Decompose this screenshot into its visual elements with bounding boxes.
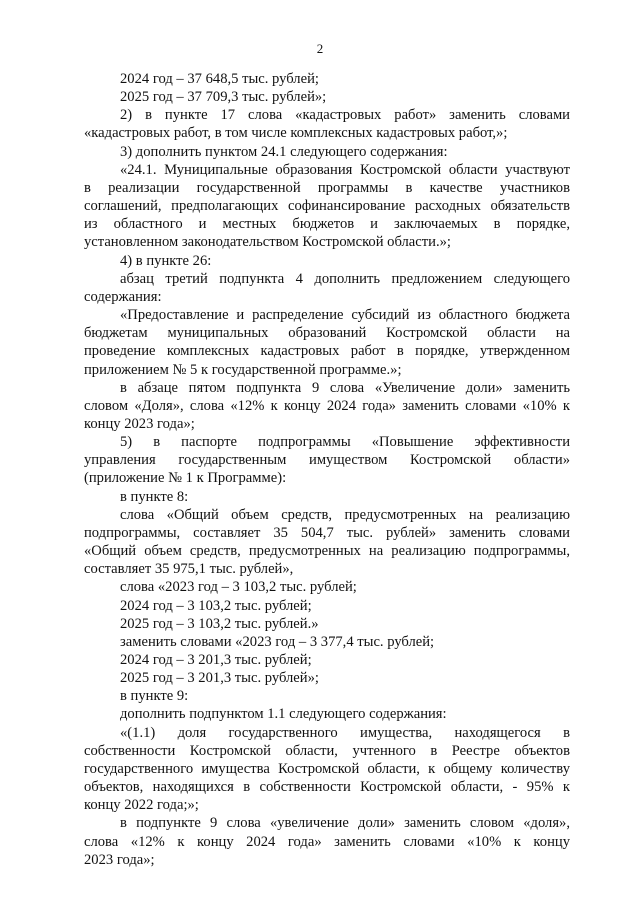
text-line: составляет 35 975,1 тыс. рублей», [84, 561, 294, 578]
text-line: 2024 год – 3 103,2 тыс. рублей; [120, 597, 312, 614]
text-line: «24.1. Муниципальные образования Костромской области участвуют [120, 161, 570, 178]
text-line: 2023 года»; [84, 851, 155, 868]
text-line: в пункте 8: [120, 488, 189, 505]
paragraph-line [84, 597, 570, 615]
text-line: «Предоставление и распределение субсидий из областного бюджета [120, 307, 570, 324]
text-line: концу 2022 года;»; [84, 797, 199, 814]
text-line: «Общий объем средств, предусмотренных на реализацию подпрограммы, [84, 543, 570, 560]
text-line: соглашений, предполагающих софинансирование расходных обязательств [84, 198, 570, 215]
text-line: 5) в паспорте подпрограммы «Повышение эффективности [120, 434, 570, 451]
paragraph-line [84, 633, 570, 651]
text-line: собственности Костромской области, учтенного в Реестре объектов [84, 742, 570, 759]
paragraph-line [84, 705, 570, 723]
paragraph-line [84, 70, 570, 88]
paragraph [84, 270, 570, 306]
text-line: в реализации государственной программы в качестве участников [84, 179, 570, 196]
text-line: слова «2023 год – 3 103,2 тыс. рублей; [120, 579, 357, 596]
text-line: 4) в пункте 26: [120, 252, 212, 269]
text-line: государственного имущества Костромской области, к общему количеству [84, 760, 570, 777]
text-line: содержания: [84, 288, 162, 305]
text-line: слова «12% к концу 2024 года» заменить словами «10% к концу [84, 833, 570, 850]
text-line: 2024 год – 3 201,3 тыс. рублей; [120, 652, 312, 668]
text-line: дополнить подпунктом 1.1 следующего содержания: [120, 706, 447, 723]
document-body [84, 70, 570, 869]
text-line: заменить словами «2023 год – 3 377,4 тыс. рублей; [120, 633, 435, 650]
text-line: 3) дополнить пунктом 24.1 следующего содержания: [120, 143, 448, 160]
text-line: в абзаце пятом подпункта 9 слова «Увеличение доли» заменить [120, 379, 570, 396]
text-line: «кадастровых работ, в том числе комплексных кадастровых работ,»; [84, 125, 508, 142]
paragraph [84, 161, 570, 252]
text-line: 2025 год – 37 709,3 тыс. рублей»; [120, 89, 327, 106]
text-line: в пункте 9: [120, 688, 189, 705]
paragraph-line [84, 687, 570, 705]
text-line: концу 2023 года»; [84, 415, 195, 432]
paragraph [84, 379, 570, 433]
paragraph [84, 433, 570, 487]
paragraph-line [84, 615, 570, 633]
text-line: бюджетам муниципальных образований Костромской области на [84, 325, 570, 342]
paragraph-line [84, 88, 570, 106]
text-line: 2) в пункте 17 слова «кадастровых работ» заменить словами [120, 107, 570, 124]
text-line: объектов, находящихся в собственности Костромской области, - 95% к [84, 779, 570, 796]
text-line: из областного и местных бюджетов и заключаемых в порядке, [84, 216, 570, 233]
text-line: слова «Общий объем средств, предусмотренных на реализацию [120, 506, 570, 523]
paragraph-line [84, 651, 570, 669]
text-line: 2024 год – 37 648,5 тыс. рублей; [120, 71, 319, 87]
text-line: абзац третий подпункта 4 дополнить предложением следующего [120, 270, 570, 287]
text-line: приложением № 5 к государственной программе.»; [84, 361, 402, 378]
text-line: проведение комплексных кадастровых работ в порядке, утвержденном [84, 343, 570, 360]
paragraph [84, 306, 570, 379]
text-line: 2025 год – 3 103,2 тыс. рублей.» [120, 615, 319, 632]
paragraph [84, 506, 570, 579]
text-line: в подпункте 9 слова «увеличение доли» заменить словом «доля», [120, 815, 570, 832]
paragraph-line [84, 578, 570, 596]
paragraph-line [84, 252, 570, 270]
paragraph-line [84, 488, 570, 506]
text-line: управления государственным имуществом Костромской области» [84, 452, 570, 469]
text-line: «(1.1) доля государственного имущества, находящегося в [120, 724, 570, 741]
paragraph-line [84, 669, 570, 687]
paragraph-line [84, 143, 570, 161]
text-line: (приложение № 1 к Программе): [84, 470, 287, 487]
text-line: подпрограммы, составляет 35 504,7 тыс. рублей» заменить словами [84, 524, 570, 541]
paragraph [84, 724, 570, 815]
text-line: 2025 год – 3 201,3 тыс. рублей»; [120, 670, 319, 687]
paragraph [84, 814, 570, 868]
page-number: 2 [316, 41, 324, 56]
paragraph [84, 106, 570, 142]
text-line: словом «Доля», слова «12% к концу 2024 года» заменить словами «10% к [84, 397, 570, 414]
text-line: установленном законодательством Костромской области.»; [84, 234, 451, 251]
